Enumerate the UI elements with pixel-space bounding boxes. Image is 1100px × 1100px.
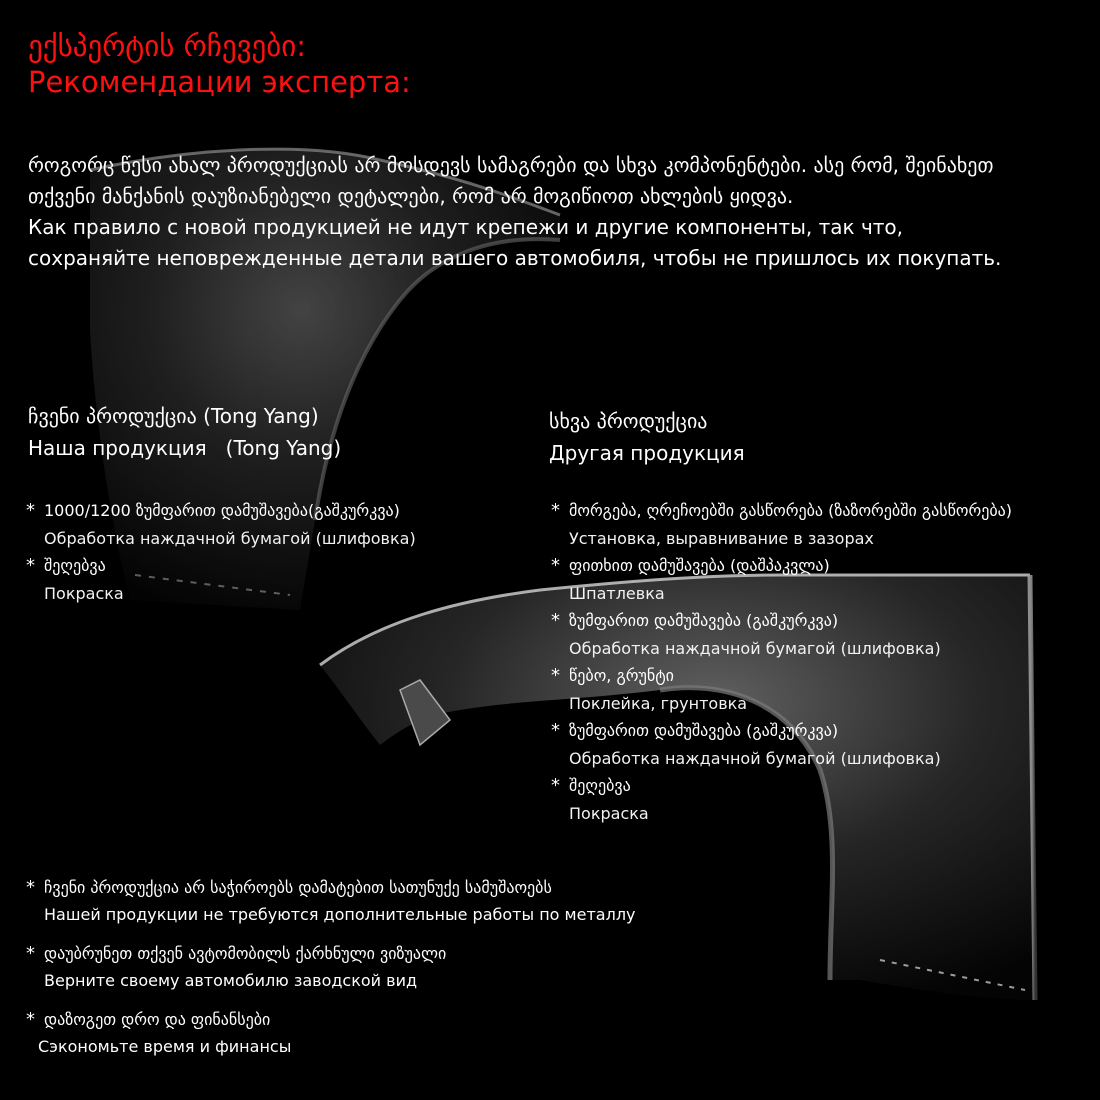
our-product-list	[26, 497, 416, 607]
list-item-russian: Установка, выравнивание в зазорах	[569, 528, 874, 548]
list-item-russian: Обработка наждачной бумагой (шлифовка)	[44, 528, 416, 548]
list-item-russian: Обработка наждачной бумагой (шлифовка)	[569, 638, 941, 658]
list-item	[551, 497, 1012, 552]
bullet-star-icon: *	[551, 775, 560, 796]
list-item-georgian: შეღებვა	[44, 556, 106, 575]
list-item-russian: Поклейка, грунтовка	[569, 693, 748, 713]
list-item	[26, 1006, 636, 1060]
list-item-georgian: დაზოგეთ დრო და ფინანსები	[44, 1010, 271, 1029]
list-item-russian: Покраска	[44, 583, 124, 603]
bullet-star-icon: *	[26, 1009, 35, 1030]
list-item-georgian: ფითხით დამუშავება (დაშპაკვლა)	[569, 556, 830, 575]
list-item	[26, 497, 416, 552]
list-item-russian: Обработка наждачной бумагой (шлифовка)	[569, 748, 941, 768]
list-item-georgian: ჩვენი პროდუქცია არ საჭიროებს დამატებით სათუნუქე სამუშაოებს	[44, 878, 552, 897]
list-item	[551, 662, 1012, 717]
our-product-heading-georgian: ჩვენი პროდუქცია (Tong Yang)	[28, 404, 319, 428]
our-product-heading	[28, 400, 341, 464]
bullet-star-icon: *	[551, 500, 560, 521]
list-item-georgian: ზუმფარით დამუშავება (გაშკურკვა)	[569, 721, 839, 740]
other-product-heading-russian: Другая продукция	[549, 441, 745, 465]
bullet-star-icon: *	[26, 877, 35, 898]
list-item	[551, 552, 1012, 607]
list-item	[26, 552, 416, 607]
other-product-heading-georgian: სხვა პროდუქცია	[549, 409, 708, 433]
other-product-list	[551, 497, 1012, 827]
list-item-georgian: წებო, გრუნტი	[569, 666, 674, 685]
list-item-georgian: 1000/1200 ზუმფარით დამუშავება(გაშკურკვა)	[44, 501, 400, 520]
bullet-star-icon: *	[26, 500, 35, 521]
list-item	[551, 772, 1012, 827]
list-item	[26, 940, 636, 994]
list-item-russian: Шпатлевка	[569, 583, 665, 603]
bullet-star-icon: *	[551, 555, 560, 576]
intro-text	[28, 150, 1028, 274]
list-item-georgian: დაუბრუნეთ თქვენ ავტომობილს ქარხნული ვიზუალი	[44, 944, 447, 963]
intro-georgian: როგორც წესი ახალ პროდუქციას არ მოსდევს სამაგრები და სხვა კომპონენტები. ასე რომ, შეინახეთ თქვენი მანქანის დაუზიანებელი დეტალები, რომ არ მოგიწიოთ ახლების ყიდვა.	[28, 153, 994, 208]
page-title	[28, 28, 411, 100]
intro-russian: Как правило с новой продукцией не идут крепежи и другие компоненты, так что, сохраняйте неповрежденные детали вашего автомобиля, чтобы не пришлось их покупать.	[28, 215, 1002, 270]
other-product-heading	[549, 405, 745, 469]
title-georgian: ექსპერტის რჩევები:	[28, 29, 306, 63]
bullet-star-icon: *	[26, 555, 35, 576]
list-item-russian: Покраска	[569, 803, 649, 823]
bullet-star-icon: *	[551, 720, 560, 741]
bullet-star-icon: *	[551, 665, 560, 686]
bullet-star-icon: *	[26, 943, 35, 964]
list-item-russian: Верните своему автомобилю заводской вид	[44, 971, 418, 990]
list-item	[551, 717, 1012, 772]
our-product-heading-russian: Наша продукция (Tong Yang)	[28, 436, 342, 460]
benefits-list	[26, 874, 636, 1072]
list-item-georgian: მორგება, ღრეჩოებში გასწორება (ზაზორებში გასწორება)	[569, 501, 1012, 520]
bullet-star-icon: *	[551, 610, 560, 631]
list-item-georgian: ზუმფარით დამუშავება (გაშკურკვა)	[569, 611, 839, 630]
list-item-russian: Нашей продукции не требуются дополнительные работы по металлу	[44, 905, 636, 924]
list-item-russian: Сэкономьте время и финансы	[38, 1037, 292, 1056]
list-item-georgian: შეღებვა	[569, 776, 631, 795]
list-item	[551, 607, 1012, 662]
list-item	[26, 874, 636, 928]
title-russian: Рекомендации эксперта:	[28, 65, 411, 99]
